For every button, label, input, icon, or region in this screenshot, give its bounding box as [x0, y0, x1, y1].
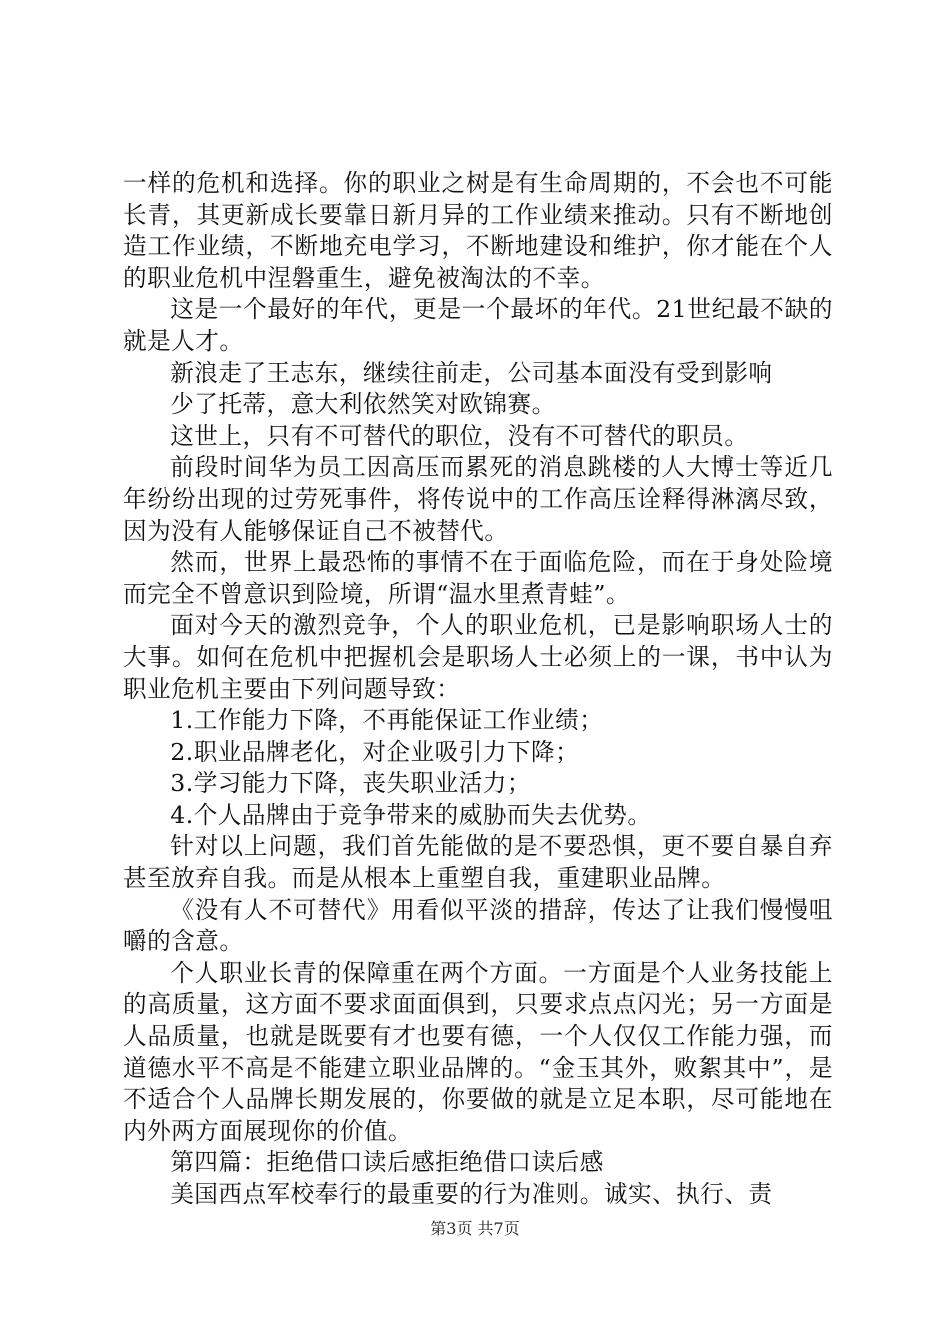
- list-item-3: 3.学习能力下降，丧失职业活力；: [170, 769, 532, 798]
- paragraph-8: 面对今天的激烈竞争，个人的职业危机，已是影响职场人士的大事。如何在危机中把握机会是职场人士必须上的一课，书中认为职业危机主要由下列问题导致：: [123, 611, 833, 703]
- document-body: [123, 168, 833, 1211]
- paragraph-1: 一样的危机和选择。你的职业之树是有生命周期的，不会也不可能长青，其更新成长要靠日新月异的工作业绩来推动。只有不断地创造工作业绩，不断地充电学习，不断地建设和维护，你才能在个人的职业危机中涅磐重生，避免被淘汰的不幸。: [123, 169, 833, 292]
- paragraph-3: 新浪走了王志东，继续往前走，公司基本面没有受到影响: [170, 358, 773, 387]
- paragraph-11: 个人职业长青的保障重在两个方面。一方面是个人业务技能上的高质量，这方面不要求面面俱到，只要求点点闪光；另一方面是人品质量，也就是既要有才也要有德，一个人仅仅工作能力强，而道德水平不高是不能建立职业品牌的。“金玉其外，败絮其中”，是不适合个人品牌长期发展的，你要做的就是立足本职，尽可能地在内外两方面展现你的价值。: [123, 958, 833, 1145]
- paragraph-10: 《没有人不可替代》用看似平淡的措辞，传达了让我们慢慢咀嚼的含意。: [123, 895, 833, 956]
- page-number-label: 第3页 共7页: [430, 1219, 520, 1238]
- paragraph-5: 这世上，只有不可替代的职位，没有不可替代的职员。: [170, 421, 749, 450]
- section-heading: 第四篇：拒绝借口读后感拒绝借口读后感: [170, 1148, 604, 1177]
- list-item-2: 2.职业品牌老化，对企业吸引力下降；: [170, 737, 580, 766]
- paragraph-9: 针对以上问题，我们首先能做的是不要恐惧，更不要自暴自弃甚至放弃自我。而是从根本上重塑自我，重建职业品牌。: [123, 832, 833, 893]
- list-item-1: 1.工作能力下降，不再能保证工作业绩；: [170, 706, 604, 735]
- paragraph-4: 少了托蒂，意大利依然笑对欧锦赛。: [170, 390, 556, 419]
- paragraph-7: 然而，世界上最恐怖的事情不在于面临危险，而在于身处险境而完全不曾意识到险境，所谓“温水里煮青蛙”。: [123, 548, 833, 608]
- paragraph-2: 这是一个最好的年代，更是一个最坏的年代。21世纪最不缺的就是人才。: [123, 295, 833, 355]
- paragraph-6: 前段时间华为员工因高压而累死的消息跳楼的人大博士等近几年纷纷出现的过劳死事件，将传说中的工作高压诠释得淋漓尽致，因为没有人能够保证自己不被替代。: [123, 453, 833, 545]
- page-footer: [0, 1219, 950, 1239]
- paragraph-12: 美国西点军校奉行的最重要的行为准则。诚实、执行、责: [170, 1180, 773, 1208]
- list-item-4: 4.个人品牌由于竞争带来的威胁而失去优势。: [170, 800, 652, 829]
